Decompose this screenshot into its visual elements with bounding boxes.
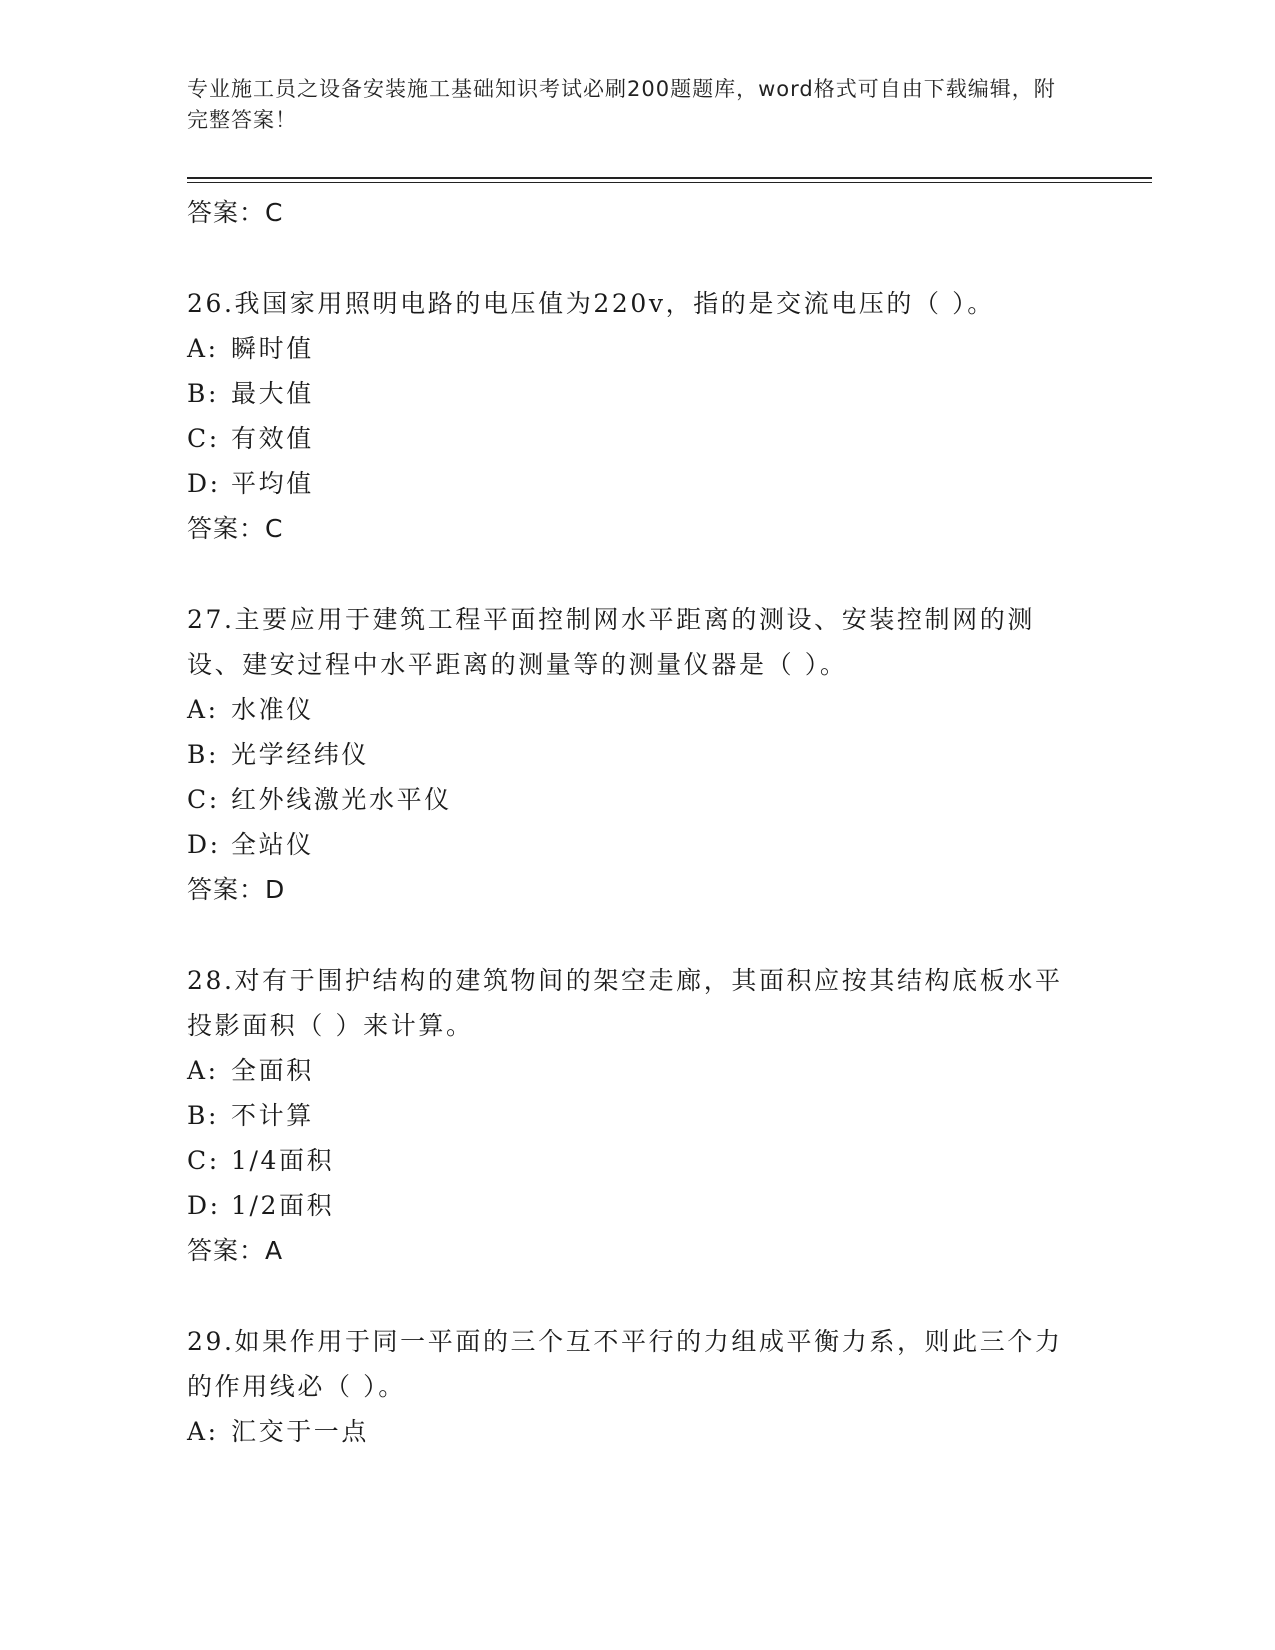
document-header: 专业施工员之设备安装施工基础知识考试必刷200题题库，word格式可自由下载编辑，附完整答案！ (187, 77, 1056, 132)
option-text: 不计算 (231, 1101, 314, 1130)
option-a (187, 326, 1067, 371)
option-b (187, 1093, 1067, 1138)
option-b (187, 371, 1067, 416)
option-label: A: (187, 695, 219, 724)
spacer (187, 236, 1067, 281)
option-text: 有效值 (231, 424, 314, 453)
spacer (187, 913, 1067, 958)
answer-line: 答案：D (187, 875, 286, 904)
answer-line: 答案：C (187, 514, 284, 543)
question-block-27 (187, 597, 1067, 913)
option-label: D: (187, 1191, 221, 1220)
question-block-26 (187, 281, 1067, 552)
option-text: 汇交于一点 (231, 1417, 370, 1446)
option-label: C: (187, 1146, 220, 1175)
option-label: C: (187, 424, 220, 453)
option-c (187, 416, 1067, 461)
header-rule-thin (187, 182, 1152, 183)
answer-line: 答案：C (187, 198, 284, 227)
option-label: B: (187, 740, 219, 769)
option-text: 全站仪 (231, 830, 314, 859)
option-text: 光学经纬仪 (231, 740, 370, 769)
answer-line: 答案：A (187, 1236, 284, 1265)
option-a (187, 1409, 1067, 1454)
option-a (187, 1048, 1067, 1093)
question-text: 26.我国家用照明电路的电压值为220v，指的是交流电压的（ ）。 (187, 289, 995, 318)
option-d (187, 461, 1067, 506)
option-label: D: (187, 469, 221, 498)
option-c (187, 1138, 1067, 1183)
option-d (187, 822, 1067, 867)
option-label: D: (187, 830, 221, 859)
option-text: 水准仪 (231, 695, 314, 724)
spacer (187, 552, 1067, 597)
option-d (187, 1183, 1067, 1228)
option-text: 1/2面积 (231, 1191, 335, 1220)
option-label: A: (187, 1417, 219, 1446)
question-text: 27.主要应用于建筑工程平面控制网水平距离的测设、安装控制网的测设、建安过程中水平距离的测量等的测量仪器是（ ）。 (187, 605, 1035, 679)
option-text: 红外线激光水平仪 (231, 785, 452, 814)
spacer (187, 1274, 1067, 1319)
option-label: B: (187, 1101, 219, 1130)
option-label: A: (187, 1056, 219, 1085)
question-text: 29.如果作用于同一平面的三个互不平行的力组成平衡力系，则此三个力的作用线必（ ）。 (187, 1327, 1063, 1401)
option-text: 瞬时值 (231, 334, 314, 363)
option-text: 全面积 (231, 1056, 314, 1085)
option-b (187, 732, 1067, 777)
option-label: B: (187, 379, 219, 408)
option-text: 最大值 (231, 379, 314, 408)
option-label: A: (187, 334, 219, 363)
question-block-28 (187, 958, 1067, 1274)
option-a (187, 687, 1067, 732)
option-label: C: (187, 785, 220, 814)
question-block-29 (187, 1319, 1067, 1454)
question-text: 28.对有于围护结构的建筑物间的架空走廊，其面积应按其结构底板水平投影面积（ ）来计算。 (187, 966, 1063, 1040)
header-rule-thick (187, 177, 1152, 179)
option-text: 1/4面积 (231, 1146, 335, 1175)
option-c (187, 777, 1067, 822)
document-body (187, 190, 1067, 1454)
option-text: 平均值 (231, 469, 314, 498)
